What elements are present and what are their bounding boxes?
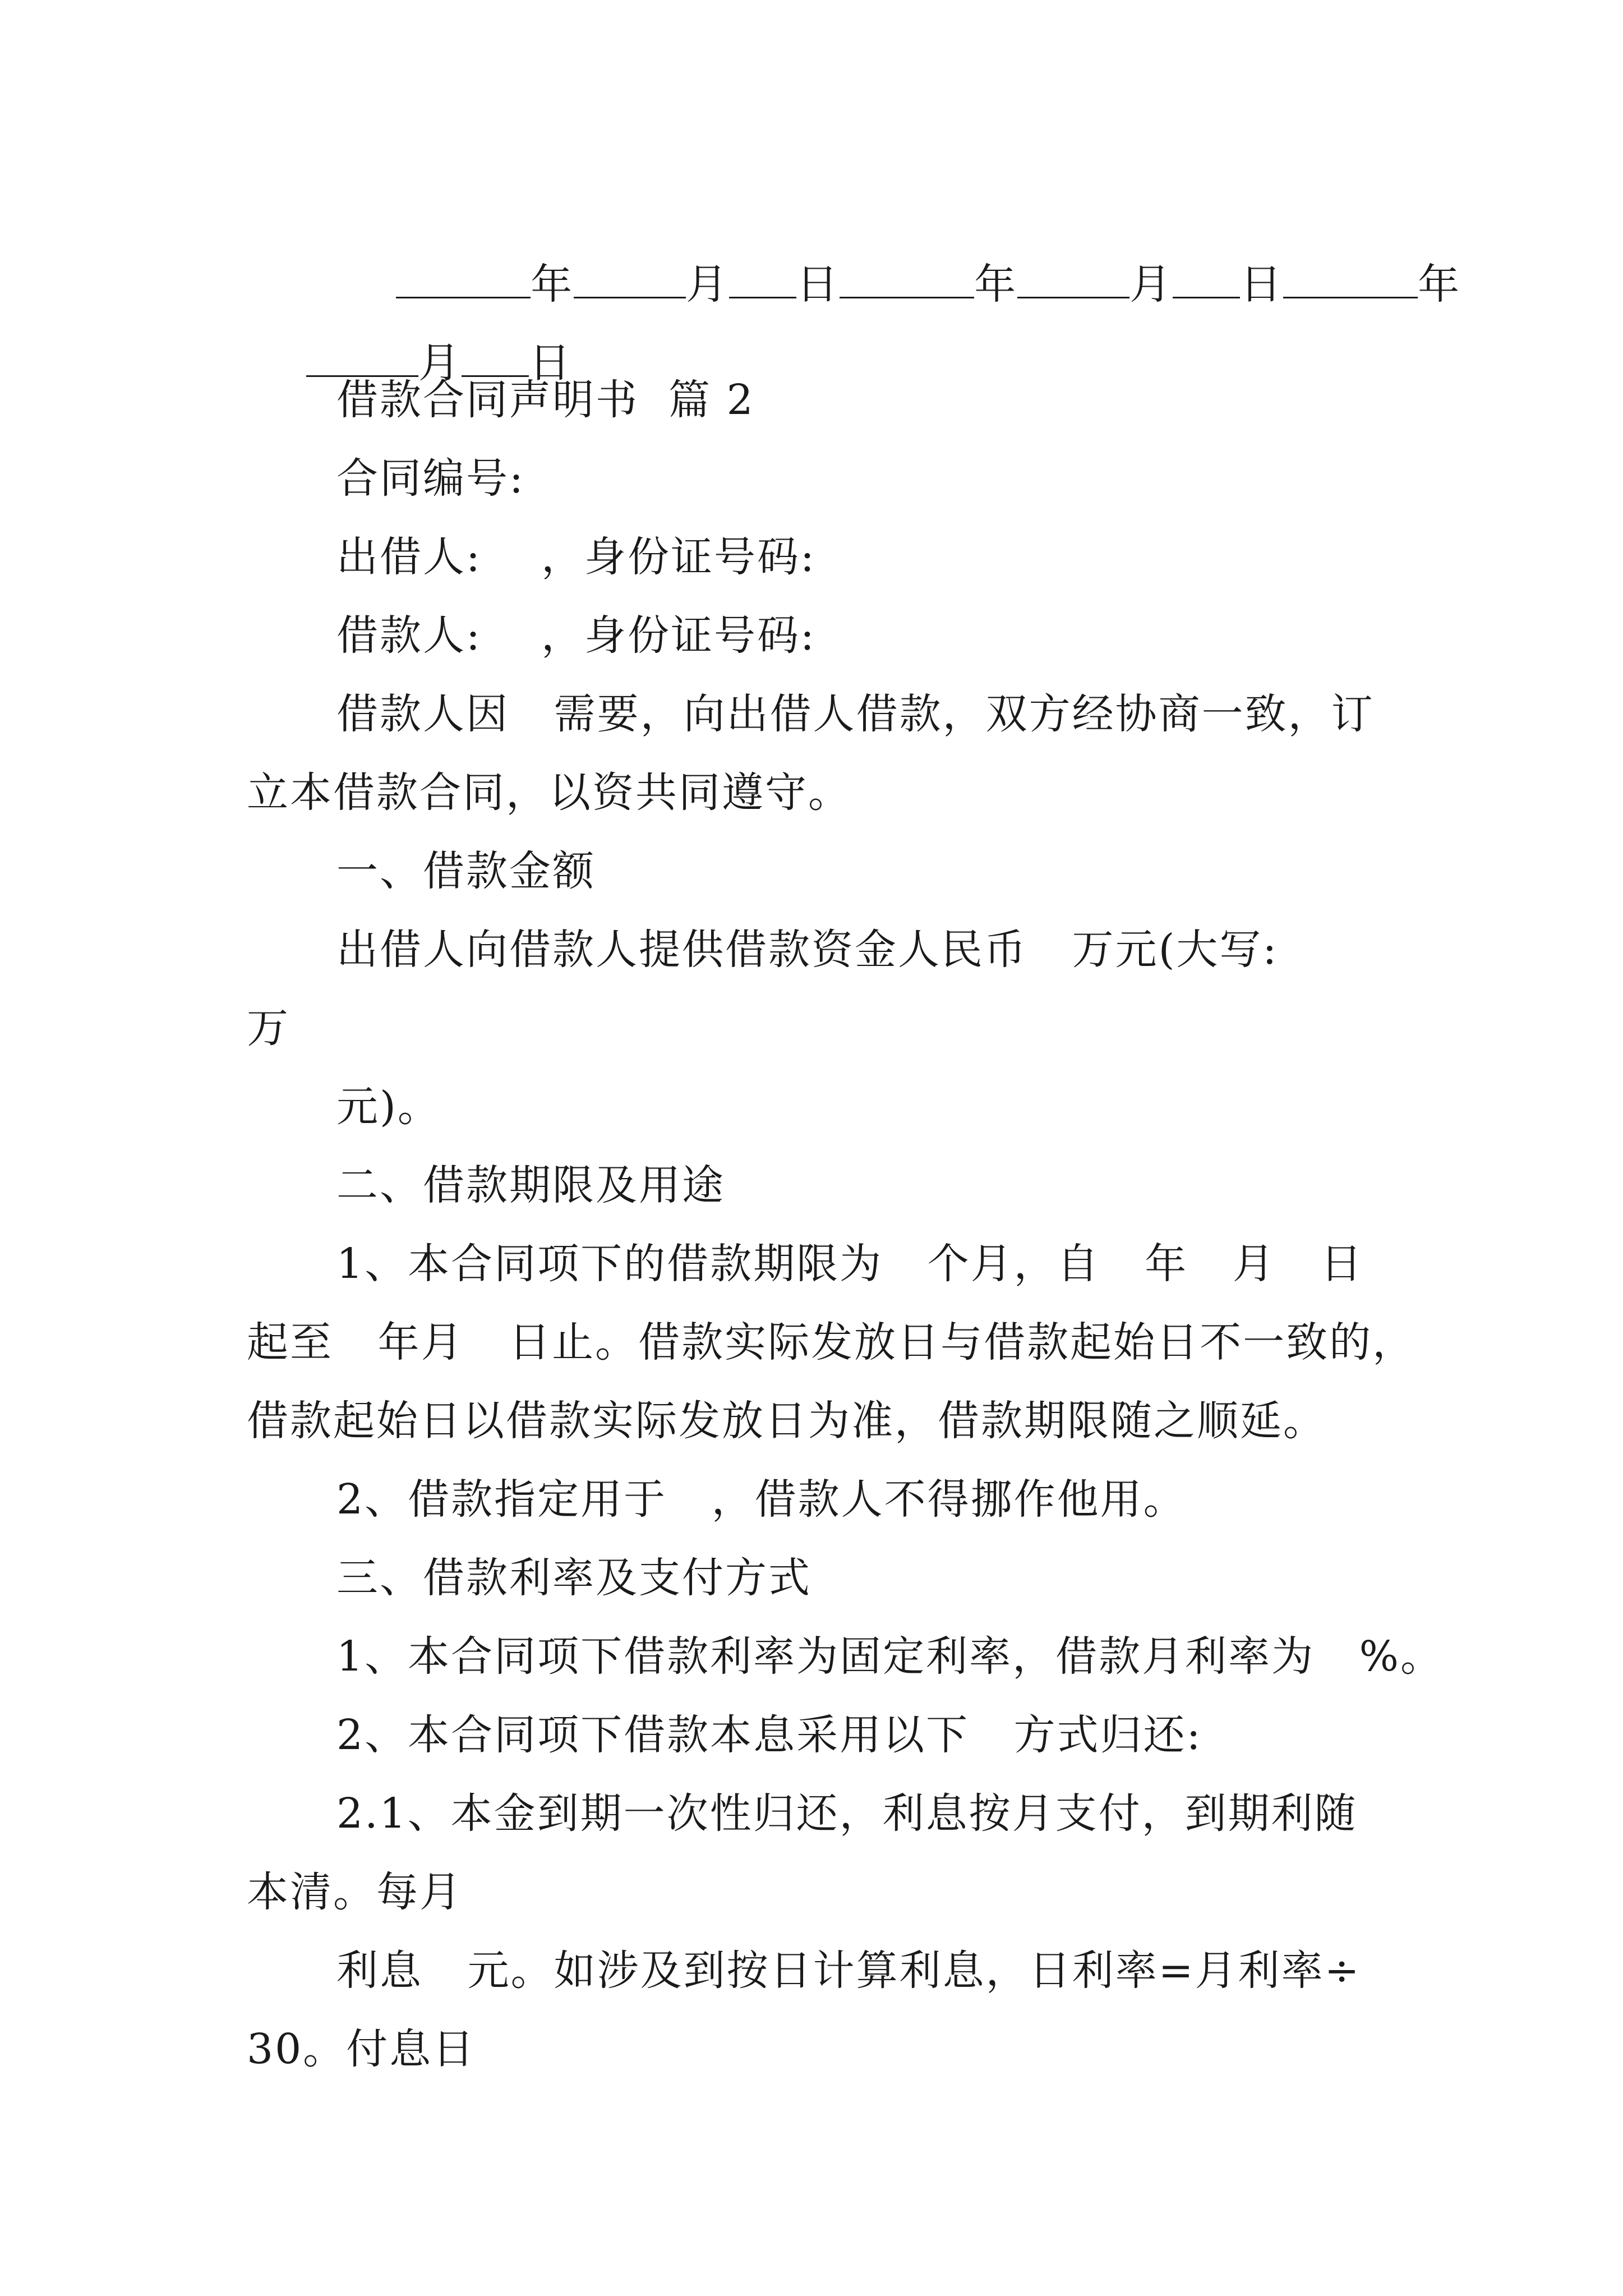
- repayment-line: 2、本合同项下借款本息采用以下 方式归还:: [336, 1711, 1202, 1759]
- year-blank: [396, 264, 531, 298]
- rate-line: 1、本合同项下借款利率为固定利率，借款月利率为 %。: [336, 1632, 1444, 1681]
- year-blank: [1283, 264, 1418, 298]
- intro-paragraph-line: 借款人因 需要，向出借人借款，双方经协商一致，订: [336, 690, 1375, 738]
- month-blank: [1017, 264, 1129, 298]
- month-label: 月: [1129, 260, 1173, 309]
- usage-line: 2、借款指定用于 ，借款人不得挪作他用。: [336, 1475, 1187, 1524]
- heading-loan-term: 二、借款期限及用途: [336, 1161, 725, 1209]
- heading-interest: 三、借款利率及支付方式: [336, 1554, 811, 1602]
- amount-paragraph-line: 万: [247, 1004, 290, 1052]
- amount-paragraph-line: 出借人向借款人提供借款资金人民币 万元(大写:: [336, 926, 1279, 974]
- section-title: 借款合同声明书 篇 2: [336, 376, 755, 424]
- lender-line: 出借人: ，身份证号码:: [336, 533, 816, 581]
- intro-paragraph-line: 立本借款合同，以资共同遵守。: [247, 769, 851, 817]
- term-paragraph-line: 借款起始日以借款实际发放日为准，借款期限随之顺延。: [247, 1397, 1326, 1445]
- year-blank: [840, 264, 974, 298]
- month-label: 月: [418, 339, 462, 387]
- year-label: 年: [531, 260, 574, 309]
- month-blank: [306, 343, 418, 377]
- day-label: 日: [1240, 260, 1284, 309]
- borrower-line: 借款人: ，身份证号码:: [336, 611, 816, 660]
- day-blank: [462, 343, 529, 377]
- repayment-option-line: 2.1、本金到期一次性归还，利息按月支付，到期利随: [336, 1789, 1358, 1838]
- repayment-option-line: 本清。每月: [247, 1868, 463, 1916]
- day-label: 日: [529, 339, 573, 387]
- day-blank: [1173, 264, 1240, 298]
- term-paragraph-line: 1、本合同项下的借款期限为 个月，自 年 月 日: [336, 1240, 1364, 1288]
- contract-number: 合同编号:: [336, 454, 525, 503]
- month-label: 月: [686, 260, 730, 309]
- interest-line: 30。付息日: [247, 2025, 476, 2073]
- term-paragraph-line: 起至 年月 日止。借款实际发放日与借款起始日不一致的，: [247, 1318, 1416, 1366]
- interest-line: 利息 元。如涉及到按日计算利息，日利率=月利率÷: [336, 1947, 1361, 1995]
- day-blank: [729, 264, 796, 298]
- day-label: 日: [796, 260, 840, 309]
- amount-paragraph-line: 元)。: [336, 1083, 441, 1131]
- year-label: 年: [1418, 260, 1461, 309]
- heading-loan-amount: 一、借款金额: [336, 847, 596, 895]
- month-blank: [574, 264, 686, 298]
- year-label: 年: [974, 260, 1018, 309]
